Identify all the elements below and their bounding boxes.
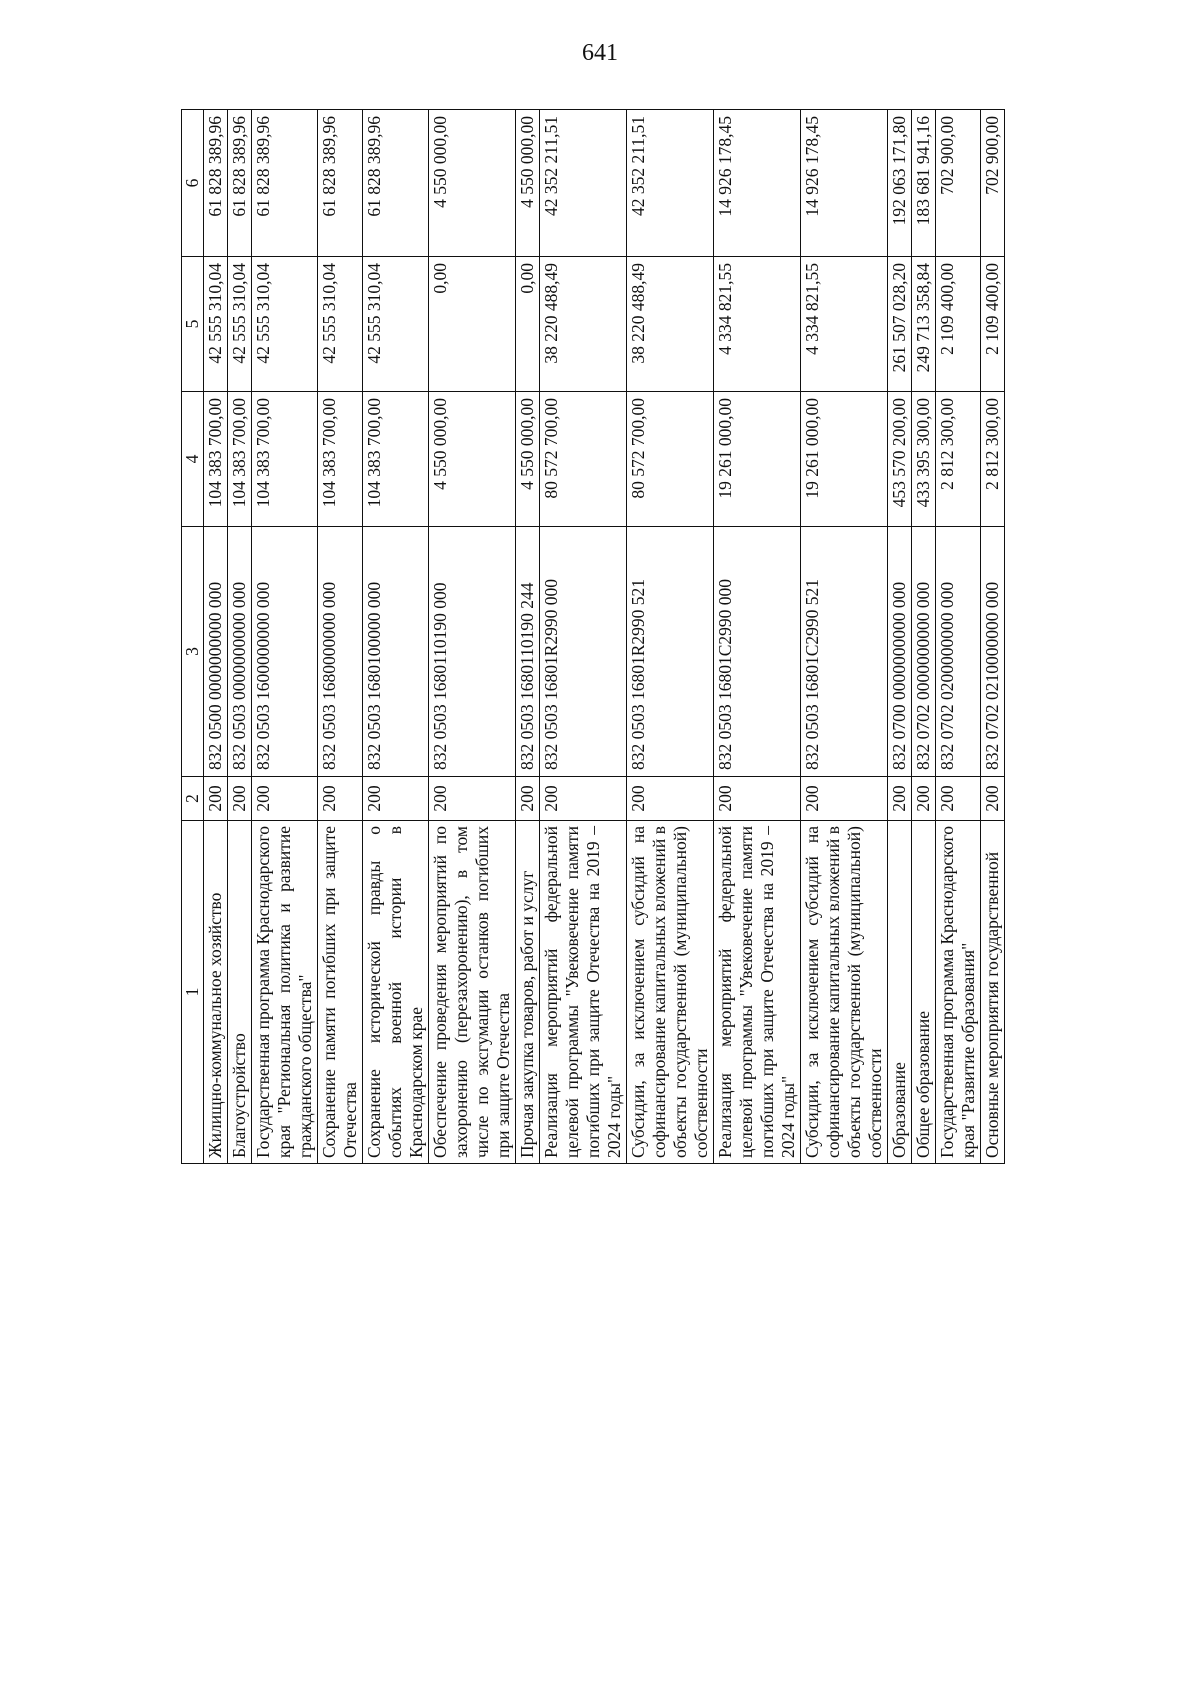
page-number: 641	[582, 40, 618, 66]
header-cell: 5	[182, 257, 204, 392]
row-code: 200	[888, 777, 912, 821]
row-name: Сохранение памяти погибших при защите Отечества	[318, 821, 363, 1164]
row-plan: 104 383 700,00	[363, 392, 429, 527]
row-executed: 0,00	[429, 257, 516, 392]
row-executed: 42 555 310,04	[228, 257, 252, 392]
row-executed: 42 555 310,04	[252, 257, 318, 392]
row-name: Сохранение исторической правды о событиях военной истории в Краснодарском крае	[363, 821, 429, 1164]
header-cell: 6	[182, 110, 204, 257]
row-kbk: 832 0503 16801R2990 521	[627, 527, 714, 777]
row-kbk: 832 0503 1600000000 000	[252, 527, 318, 777]
table-row	[981, 110, 1005, 1164]
row-code: 200	[801, 777, 888, 821]
row-remainder: 14 926 178,45	[801, 110, 888, 257]
row-plan: 2 812 300,00	[981, 392, 1005, 527]
table-row	[252, 110, 318, 1164]
row-code: 200	[912, 777, 936, 821]
row-name: Общее образование	[912, 821, 936, 1164]
row-kbk: 832 0503 1680110190 000	[429, 527, 516, 777]
row-code: 200	[429, 777, 516, 821]
row-kbk: 832 0702 0200000000 000	[936, 527, 981, 777]
row-remainder: 42 352 211,51	[540, 110, 627, 257]
row-name: Субсидии, за исключением субсидий на софинансирование капитальных вложений в объекты государственной (муниципальной) собственности	[627, 821, 714, 1164]
table-row	[363, 110, 429, 1164]
row-remainder: 61 828 389,96	[363, 110, 429, 257]
row-plan: 19 261 000,00	[801, 392, 888, 527]
header-cell: 2	[182, 777, 204, 821]
row-kbk: 832 0503 1680000000 000	[318, 527, 363, 777]
row-remainder: 61 828 389,96	[252, 110, 318, 257]
row-executed: 38 220 488,49	[540, 257, 627, 392]
row-plan: 4 550 000,00	[516, 392, 540, 527]
row-executed: 0,00	[516, 257, 540, 392]
row-plan: 453 570 200,00	[888, 392, 912, 527]
row-remainder: 61 828 389,96	[204, 110, 228, 257]
row-code: 200	[363, 777, 429, 821]
row-remainder: 702 900,00	[936, 110, 981, 257]
header-cell: 1	[182, 821, 204, 1164]
budget-table-rotated	[181, 110, 1064, 1164]
row-kbk: 832 0503 0000000000 000	[228, 527, 252, 777]
table-row	[912, 110, 936, 1164]
row-executed: 42 555 310,04	[318, 257, 363, 392]
table-row	[204, 110, 228, 1164]
row-remainder: 4 550 000,00	[429, 110, 516, 257]
row-plan: 2 812 300,00	[936, 392, 981, 527]
row-remainder: 61 828 389,96	[228, 110, 252, 257]
row-kbk: 832 0700 0000000000 000	[888, 527, 912, 777]
row-executed: 38 220 488,49	[627, 257, 714, 392]
row-name: Реализация мероприятий федеральной целевой программы "Увековечение памяти погибших при защите Отечества на 2019 – 2024 годы"	[540, 821, 627, 1164]
table-row	[888, 110, 912, 1164]
row-code: 200	[516, 777, 540, 821]
row-remainder: 61 828 389,96	[318, 110, 363, 257]
row-executed: 4 334 821,55	[714, 257, 801, 392]
row-name: Субсидии, за исключением субсидий на софинансирование капитальных вложений в объекты государственной (муниципальной) собственности	[801, 821, 888, 1164]
row-name: Жилищно-коммунальное хозяйство	[204, 821, 228, 1164]
row-name: Образование	[888, 821, 912, 1164]
row-code: 200	[714, 777, 801, 821]
row-kbk: 832 0503 16801C2990 521	[801, 527, 888, 777]
row-name: Государственная программа Краснодарского края "Региональная политика и развитие гражданского общества"	[252, 821, 318, 1164]
row-code: 200	[318, 777, 363, 821]
row-remainder: 14 926 178,45	[714, 110, 801, 257]
row-executed: 2 109 400,00	[981, 257, 1005, 392]
table-row	[801, 110, 888, 1164]
row-plan: 104 383 700,00	[318, 392, 363, 527]
budget-table	[181, 109, 1005, 1164]
row-plan: 4 550 000,00	[429, 392, 516, 527]
table-row	[318, 110, 363, 1164]
table-row	[540, 110, 627, 1164]
row-name: Обеспечение проведения мероприятий по захоронению (перезахоронению), в том числе по эксгумации останков погибших при защите Отечества	[429, 821, 516, 1164]
table-row	[936, 110, 981, 1164]
header-cell: 4	[182, 392, 204, 527]
row-code: 200	[204, 777, 228, 821]
row-plan: 80 572 700,00	[627, 392, 714, 527]
row-executed: 2 109 400,00	[936, 257, 981, 392]
row-code: 200	[627, 777, 714, 821]
header-cell: 3	[182, 527, 204, 777]
row-executed: 249 713 358,84	[912, 257, 936, 392]
table-row	[714, 110, 801, 1164]
row-name: Основные мероприятия государственной	[981, 821, 1005, 1164]
row-remainder: 42 352 211,51	[627, 110, 714, 257]
table-body	[204, 110, 1005, 1164]
row-kbk: 832 0503 16801R2990 000	[540, 527, 627, 777]
row-name: Реализация мероприятий федеральной целевой программы "Увековечение памяти погибших при защите Отечества на 2019 – 2024 годы"	[714, 821, 801, 1164]
row-code: 200	[540, 777, 627, 821]
row-kbk: 832 0503 16801C2990 000	[714, 527, 801, 777]
row-executed: 261 507 028,20	[888, 257, 912, 392]
header-row	[182, 110, 204, 1164]
row-plan: 80 572 700,00	[540, 392, 627, 527]
row-code: 200	[228, 777, 252, 821]
row-kbk: 832 0702 0210000000 000	[981, 527, 1005, 777]
row-kbk: 832 0503 1680100000 000	[363, 527, 429, 777]
table-row	[228, 110, 252, 1164]
row-remainder: 4 550 000,00	[516, 110, 540, 257]
row-plan: 433 395 300,00	[912, 392, 936, 527]
row-plan: 104 383 700,00	[252, 392, 318, 527]
row-executed: 42 555 310,04	[204, 257, 228, 392]
row-name: Государственная программа Краснодарского края "Развитие образования"	[936, 821, 981, 1164]
table-row	[429, 110, 516, 1164]
row-plan: 104 383 700,00	[228, 392, 252, 527]
row-kbk: 832 0503 1680110190 244	[516, 527, 540, 777]
row-kbk: 832 0500 0000000000 000	[204, 527, 228, 777]
row-remainder: 183 681 941,16	[912, 110, 936, 257]
row-kbk: 832 0702 0000000000 000	[912, 527, 936, 777]
row-code: 200	[981, 777, 1005, 821]
row-executed: 42 555 310,04	[363, 257, 429, 392]
row-remainder: 192 063 171,80	[888, 110, 912, 257]
row-remainder: 702 900,00	[981, 110, 1005, 257]
row-plan: 104 383 700,00	[204, 392, 228, 527]
row-name: Прочая закупка товаров, работ и услуг	[516, 821, 540, 1164]
row-name: Благоустройство	[228, 821, 252, 1164]
table-row	[627, 110, 714, 1164]
row-code: 200	[252, 777, 318, 821]
row-code: 200	[936, 777, 981, 821]
row-executed: 4 334 821,55	[801, 257, 888, 392]
row-plan: 19 261 000,00	[714, 392, 801, 527]
table-row	[516, 110, 540, 1164]
